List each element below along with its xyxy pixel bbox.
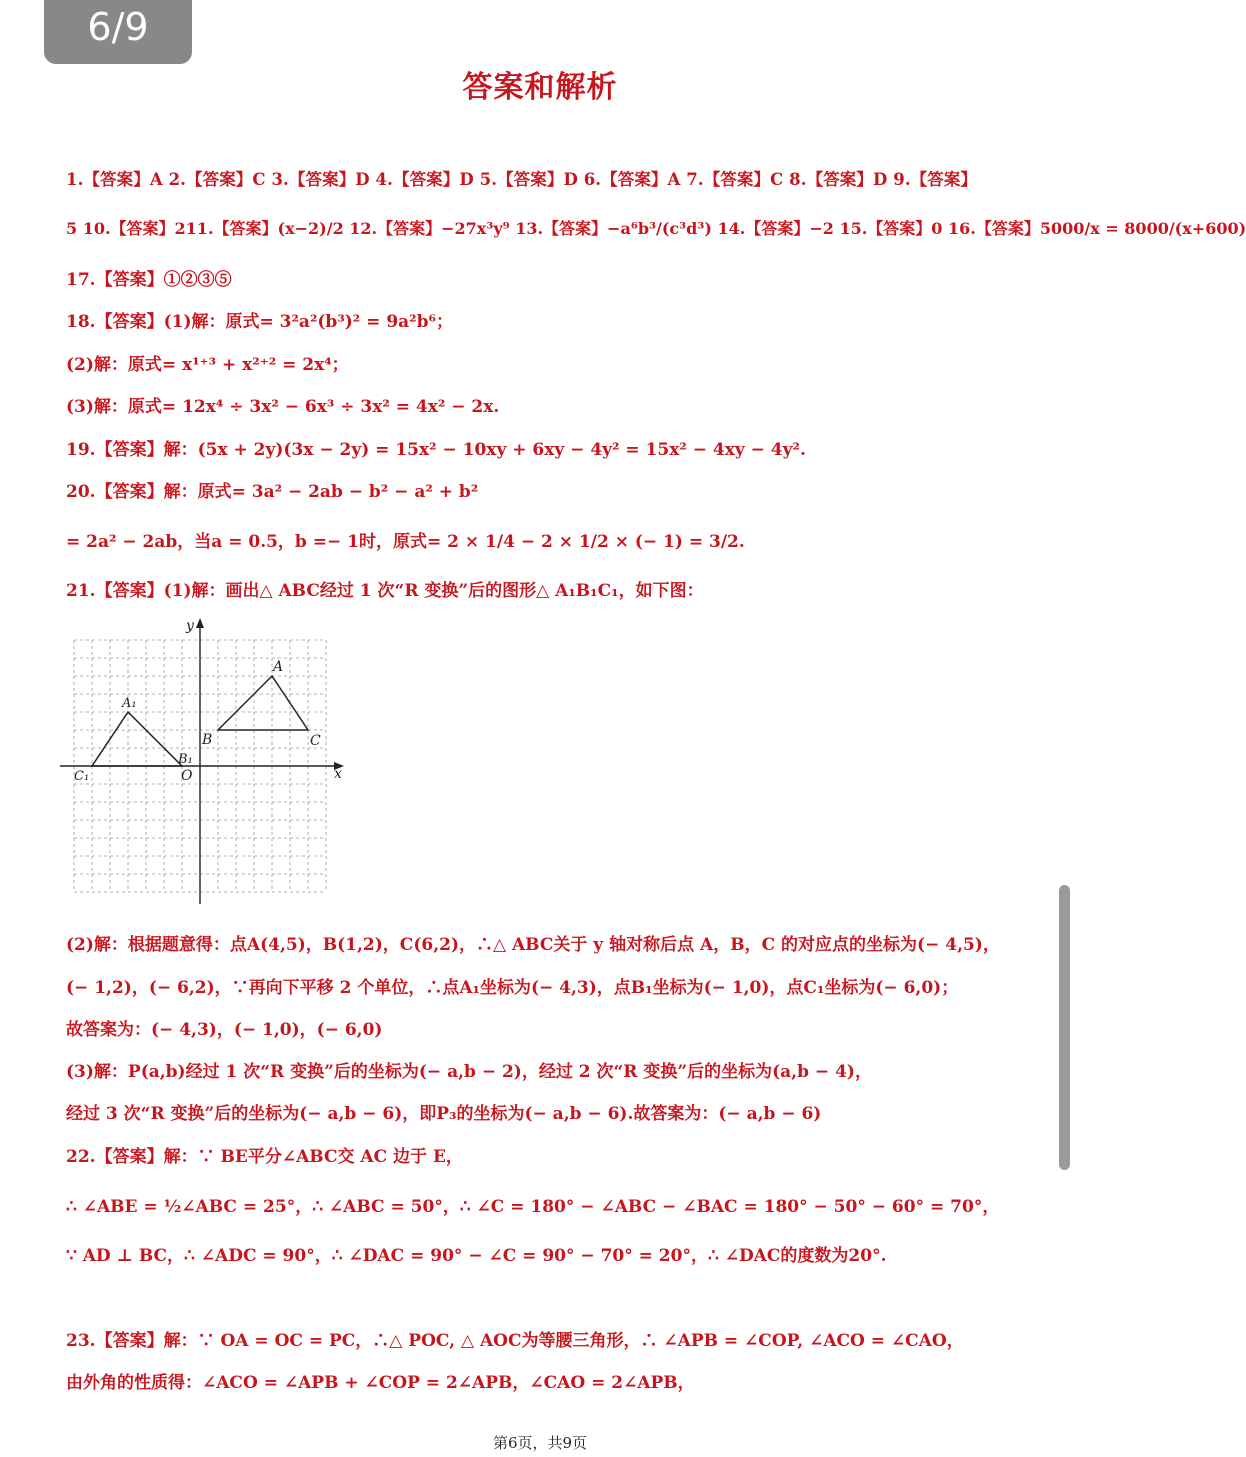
- page-indicator-badge: 6/9: [44, 0, 192, 64]
- answer-line-23-cont: 由外角的性质得：∠ACO = ∠APB + ∠COP = 2∠APB，∠CAO = 2∠APB，: [66, 1373, 695, 1393]
- answer-line-1: 1.【答案】A 2.【答案】C 3.【答案】D 4.【答案】D 5.【答案】D 6.【答案】A 7.【答案】C 8.【答案】D 9.【答案】: [66, 170, 978, 189]
- x-axis-label: x: [334, 766, 342, 782]
- answer-line-22: 22.【答案】解：∵ BE平分∠ABC交 AC 边于 E，: [66, 1147, 463, 1167]
- answer-line-18-1: 18.【答案】(1)解：原式= 3²a²(b³)² = 9a²b⁶；: [66, 312, 453, 332]
- point-label-c1: C₁: [74, 769, 90, 784]
- point-label-c: C: [310, 733, 321, 749]
- page-title: 答案和解析: [462, 70, 618, 105]
- answer-line-2: 5 10.【答案】211.【答案】(x−2)/2 12.【答案】−27x³y⁹ 13.【答案】−a⁶b³/(c³d³) 14.【答案】−2 15.【答案】0 16.【答案】5000/x = 8000/(x+600): [66, 219, 1246, 238]
- answer-line-23: 23.【答案】解：∵ OA = OC = PC，∴△ POC, △ AOC为等腰三角形，∴ ∠APB = ∠COP, ∠ACO = ∠CAO，: [66, 1331, 964, 1351]
- answer-line-18-2: (2)解：原式= x¹⁺³ + x²⁺² = 2x⁴；: [66, 355, 349, 375]
- point-label-a1: A₁: [122, 696, 137, 711]
- triangle-abc: [218, 676, 308, 730]
- answer-line-21-2b: (− 1,2)，(− 6,2)，∵再向下平移 2 个单位，∴点A₁坐标为(− 4,3)，点B₁坐标为(− 1,0)，点C₁坐标为(− 6,0)；: [66, 978, 959, 998]
- point-label-a: A: [273, 659, 284, 675]
- answer-line-22-cont1: ∴ ∠ABE = ½∠ABC = 25°，∴ ∠ABC = 50°，∴ ∠C = 180° − ∠ABC − ∠BAC = 180° − 50° − 60° = 70°，: [66, 1197, 1000, 1217]
- coordinate-grid-figure: [60, 614, 350, 906]
- answer-line-21-3b: 经过 3 次“R 变换”后的坐标为(− a,b − 6)，即P₃的坐标为(− a,b − 6).故答案为：(− a,b − 6): [66, 1104, 822, 1124]
- answer-line-20: 20.【答案】解：原式= 3a² − 2ab − b² − a² + b²: [66, 482, 479, 502]
- answer-line-21-2a: (2)解：根据题意得：点A(4,5)，B(1,2)，C(6,2)，∴△ ABC关于 y 轴对称后点 A，B，C 的对应点的坐标为(− 4,5)，: [66, 935, 1000, 955]
- y-axis-label: y: [186, 618, 194, 634]
- point-label-b1: B₁: [178, 752, 193, 767]
- triangle-a1b1c1: [92, 712, 182, 766]
- answer-line-22-cont2: ∵ AD ⊥ BC，∴ ∠ADC = 90°，∴ ∠DAC = 90° − ∠C = 90° − 70° = 20°，∴ ∠DAC的度数为20°.: [66, 1246, 887, 1266]
- answer-line-18-3: (3)解：原式= 12x⁴ ÷ 3x² − 6x³ ÷ 3x² = 4x² − 2x.: [66, 397, 500, 417]
- answer-line-19: 19.【答案】解：(5x + 2y)(3x − 2y) = 15x² − 10xy + 6xy − 4y² = 15x² − 4xy − 4y².: [66, 440, 806, 460]
- answer-line-21-3a: (3)解：P(a,b)经过 1 次“R 变换”后的坐标为(− a,b − 2)，经过 2 次“R 变换”后的坐标为(a,b − 4)，: [66, 1062, 872, 1082]
- point-label-b: B: [202, 732, 213, 748]
- answer-line-20-cont: = 2a² − 2ab，当a = 0.5，b =− 1时，原式= 2 × 1/4 − 2 × 1/2 × (− 1) = 3/2.: [66, 532, 745, 552]
- scrollbar-thumb[interactable]: [1059, 885, 1070, 1170]
- y-axis-arrow: [196, 618, 204, 628]
- origin-label: O: [181, 768, 193, 784]
- answer-line-21-1: 21.【答案】(1)解：画出△ ABC经过 1 次“R 变换”后的图形△ A₁B₁C₁，如下图：: [66, 581, 704, 601]
- page-footer: 第6页，共9页: [492, 1434, 588, 1452]
- answer-line-21-2c: 故答案为：(− 4,3)，(− 1,0)，(− 6,0): [66, 1020, 383, 1040]
- answer-line-17: 17.【答案】①②③⑤: [66, 270, 232, 290]
